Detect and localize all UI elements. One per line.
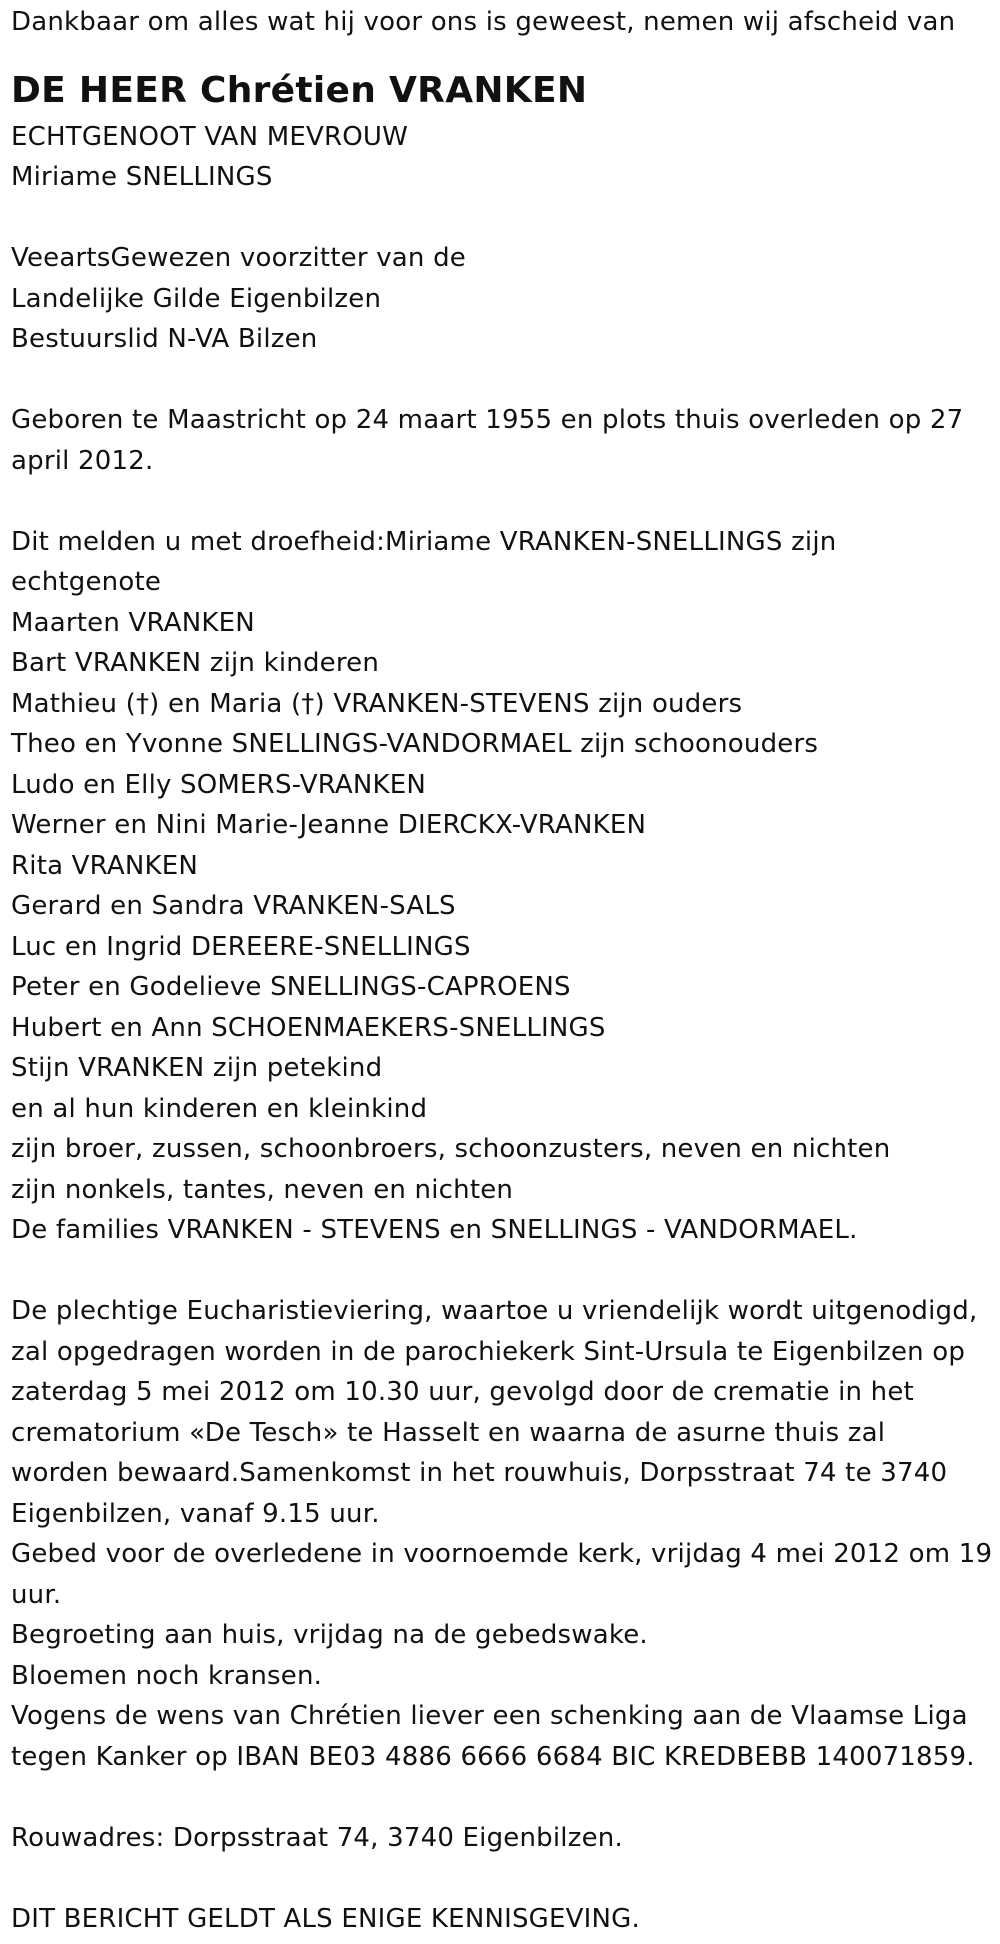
spacer	[11, 198, 990, 239]
spouse-line: ECHTGENOOT VAN MEVROUW	[11, 121, 409, 152]
spouse-line: Miriame SNELLINGS	[11, 162, 273, 192]
family-line: Mathieu (†) en Maria (†) VRANKEN-STEVENS zijn ouders	[11, 688, 743, 719]
ceremony-line: uur.	[11, 1579, 62, 1610]
family-line: Werner en Nini Marie-Jeanne DIERCKX-VRANKEN	[11, 810, 647, 840]
family-line: Ludo en Elly SOMERS-VRANKEN	[11, 769, 427, 800]
spacer	[11, 1777, 990, 1818]
family-line: Gerard en Sandra VRANKEN-SALS	[11, 891, 456, 921]
ceremony-line: Bloemen noch kransen.	[11, 1660, 323, 1691]
functions-block	[11, 238, 990, 360]
family-block	[11, 522, 990, 1251]
ceremony-line: tegen Kanker op IBAN BE03 4886 6666 6684 BIC KREDBEBB 140071859.	[11, 1741, 975, 1772]
family-line: Dit melden u met droefheid:Miriame VRANKEN-SNELLINGS zijn	[11, 526, 837, 557]
family-line: Rita VRANKEN	[11, 850, 199, 881]
family-line: zijn nonkels, tantes, neven en nichten	[11, 1174, 514, 1205]
family-line: De families VRANKEN - STEVENS en SNELLINGS - VANDORMAEL.	[11, 1215, 858, 1245]
family-line: en al hun kinderen en kleinkind	[11, 1093, 428, 1124]
spacer	[11, 1858, 990, 1899]
closing-notice: DIT BERICHT GELDT ALS ENIGE KENNISGEVING.	[11, 1903, 640, 1934]
family-line: echtgenote	[11, 567, 162, 597]
ceremony-line: Eigenbilzen, vanaf 9.15 uur.	[11, 1498, 380, 1529]
spacer	[11, 1251, 990, 1292]
ceremony-line: Vogens de wens van Chrétien liever een schenking aan de Vlaamse Liga	[11, 1701, 968, 1731]
intro-text: Dankbaar om alles wat hij voor ons is geweest, nemen wij afscheid van	[11, 7, 956, 37]
family-line: Stijn VRANKEN zijn petekind	[11, 1053, 383, 1083]
spacer	[11, 481, 990, 522]
ceremony-line: Begroeting aan huis, vrijdag na de gebedswake.	[11, 1620, 648, 1650]
function-line: VeeartsGewezen voorzitter van de	[11, 243, 466, 273]
family-line: Peter en Godelieve SNELLINGS-CAPROENS	[11, 972, 571, 1002]
birth-death-line: Geboren te Maastricht op 24 maart 1955 en plots thuis overleden op 27	[11, 405, 964, 435]
function-line: Landelijke Gilde Eigenbilzen	[11, 283, 382, 314]
family-line: Luc en Ingrid DEREERE-SNELLINGS	[11, 931, 471, 962]
family-line: Maarten VRANKEN	[11, 607, 255, 638]
function-line: Bestuurslid N-VA Bilzen	[11, 324, 318, 354]
family-line: zijn broer, zussen, schoonbroers, schoonzusters, neven en nichten	[11, 1134, 891, 1164]
spouse-block	[11, 117, 990, 198]
mourning-address: Rouwadres: Dorpsstraat 74, 3740 Eigenbilzen.	[11, 1822, 623, 1853]
ceremony-block	[11, 1291, 993, 1777]
ceremony-line: crematorium «De Tesch» te Hasselt en waarna de asurne thuis zal	[11, 1417, 886, 1448]
family-line: Hubert en Ann SCHOENMAEKERS-SNELLINGS	[11, 1012, 606, 1043]
family-line: Bart VRANKEN zijn kinderen	[11, 648, 380, 678]
ceremony-line: worden bewaard.Samenkomst in het rouwhuis, Dorpsstraat 74 te 3740	[11, 1458, 948, 1488]
ceremony-line: zal opgedragen worden in de parochiekerk Sint-Ursula te Eigenbilzen op	[11, 1336, 966, 1367]
ceremony-line: zaterdag 5 mei 2012 om 10.30 uur, gevolgd door de crematie in het	[11, 1377, 914, 1407]
ceremony-line: De plechtige Eucharistieviering, waartoe u vriendelijk wordt uitgenodigd,	[11, 1296, 978, 1326]
spacer	[11, 360, 990, 401]
ceremony-line: Gebed voor de overledene in voornoemde kerk, vrijdag 4 mei 2012 om 19	[11, 1539, 993, 1569]
deceased-name: DE HEER Chrétien VRANKEN	[11, 69, 588, 111]
family-line: Theo en Yvonne SNELLINGS-VANDORMAEL zijn schoonouders	[11, 729, 819, 759]
birth-death-block	[11, 400, 990, 481]
birth-death-line: april 2012.	[11, 445, 154, 476]
